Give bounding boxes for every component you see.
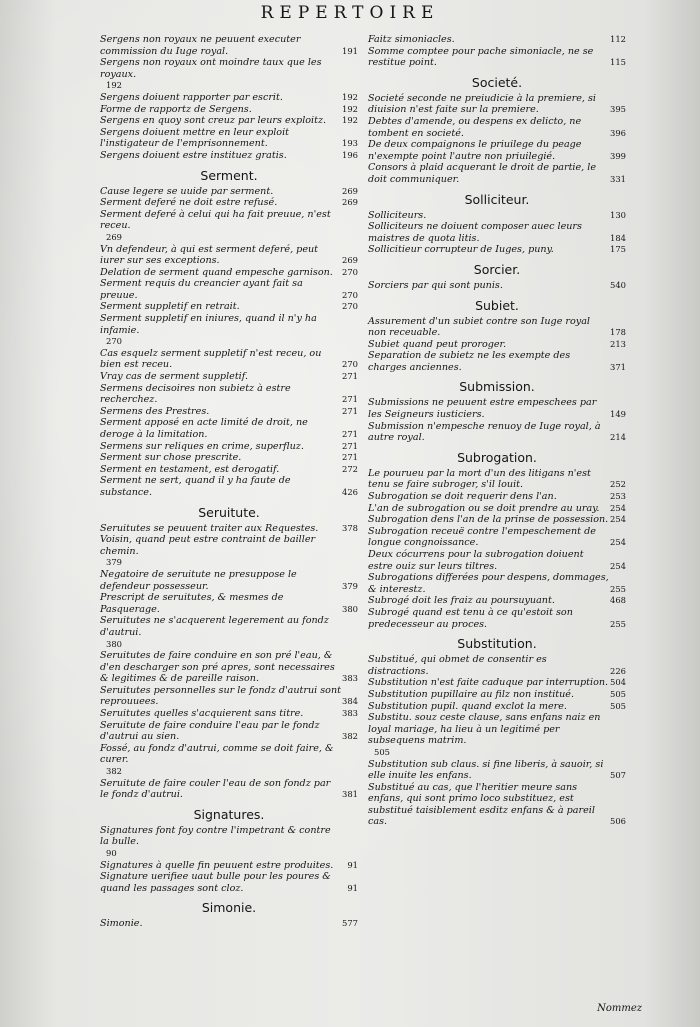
page-reference: 380 (106, 638, 122, 649)
page-reference: 384 (342, 696, 358, 707)
index-entry (100, 615, 358, 650)
page-reference: 399 (610, 150, 626, 161)
catchword: Nommez (597, 1003, 642, 1014)
section-heading: Sorcier. (473, 261, 521, 277)
index-entry (100, 569, 358, 592)
entry-text: Substitué au cas, que l'heritier meure sans enfans, qui sont primo loco substituez, est substitué taisiblement esditz enfans & à pareil cas. (368, 781, 595, 828)
index-entry (100, 417, 358, 440)
entry-text: Serment requis du creancier ayant fait sa preuue. (100, 278, 303, 301)
entry-text: Prescript de seruitutes, & mesmes de Pasquerage. (100, 592, 284, 615)
page-reference: 271 (342, 371, 358, 382)
page-reference: 331 (610, 173, 626, 184)
entry-text: Serment suppletif en iniures, quand il n'y ha infamie. (100, 313, 317, 336)
section-heading: Signatures. (193, 806, 265, 822)
entry-text: Signatures à quelle fin peuuent estre produites. (100, 859, 334, 871)
index-entry (100, 592, 358, 615)
index-entry (368, 397, 626, 420)
section-heading: Societé. (471, 74, 523, 90)
index-entry (368, 421, 626, 444)
entry-text: Delation de serment quand empesche garnison. (100, 266, 333, 278)
page-reference: 196 (342, 149, 358, 160)
index-entry (368, 34, 626, 46)
index-column-right (368, 34, 626, 828)
index-entry (368, 244, 626, 256)
page-reference: 254 (610, 560, 626, 571)
entry-text: Serment deferé ne doit estre refusé. (100, 197, 278, 209)
page-reference: 382 (342, 731, 358, 742)
page-reference: 192 (106, 80, 122, 91)
index-entry (100, 301, 358, 313)
index-entry (100, 452, 358, 464)
page-reference: 254 (610, 514, 626, 525)
entry-text: Serment apposé en acte limité de droit, ne deroge à la limitation. (100, 417, 308, 440)
page-reference: 271 (342, 429, 358, 439)
index-entry (100, 871, 358, 894)
entry-text: Seruitutes personnelles sur le fondz d'autrui sont reprouuees. (100, 684, 341, 708)
page-reference: 255 (610, 583, 626, 594)
entry-text: Subrogation receuë contre l'empeschement de longue congnoissance. (368, 525, 596, 549)
page-reference: 255 (610, 618, 626, 629)
page-reference: 507 (610, 770, 626, 781)
index-entry (368, 689, 626, 701)
index-entry (368, 782, 626, 828)
index-entry (368, 210, 626, 222)
entry-text: De deux compaignons le priuilege du peage n'exempte point l'autre non priuilegié. (368, 139, 582, 162)
index-entry (100, 441, 358, 453)
page-reference: 193 (342, 138, 358, 149)
page-reference: 130 (610, 209, 626, 220)
entry-text: Somme comptee pour pache simoniacle, ne se restitue point. (368, 45, 594, 69)
page-reference: 505 (374, 746, 390, 757)
page-reference: 269 (342, 185, 358, 196)
entry-text: Societé seconde ne preiudicie à la premiere, si diuision n'est faite sur la premiere. (368, 92, 596, 116)
page-reference: 269 (106, 231, 122, 242)
entry-text: Sermens decisoires non subietz à estre recherchez. (100, 382, 291, 406)
index-entry (100, 104, 358, 116)
page-reference: 540 (610, 279, 626, 290)
page-reference: 214 (610, 432, 626, 443)
page-reference: 91 (347, 882, 358, 893)
entry-text: Serment deferé à celui qui ha fait preuue, n'est receu. (100, 208, 331, 232)
index-entry (100, 383, 358, 406)
page-reference: 252 (610, 479, 626, 490)
page-reference: 396 (610, 127, 626, 138)
index-entry (368, 46, 626, 69)
entry-text: Submissions ne peuuent estre empeschees par les Seigneurs iusticiers. (368, 397, 597, 421)
entry-text: Sergens non royaux ne peuuent executer commission du Iuge royal. (100, 34, 301, 57)
entry-text: Le pourueu par la mort d'un des litigans n'est tenu se faire subroger, s'il louit. (368, 467, 591, 491)
index-entry (368, 468, 626, 491)
page-reference: 468 (610, 595, 626, 606)
page-reference: 270 (342, 289, 358, 300)
entry-text: Subrogé quand est tenu à ce qu'estoit son predecesseur au proces. (368, 606, 573, 630)
page-reference: 379 (106, 557, 122, 568)
entry-text: Solliciteurs ne doiuent composer auec leurs maistres de quota litis. (368, 221, 582, 244)
entry-text: Seruitutes quelles s'acquierent sans titre. (100, 708, 304, 720)
entry-text: Sergens doiuent rapporter par escrit. (100, 91, 283, 103)
page-reference: 382 (106, 766, 122, 777)
entry-text: Deux cócurrens pour la subrogation doiuent estre ouiz sur leurs tiltres. (368, 549, 584, 572)
entry-text: Serment sur chose prescrite. (100, 452, 242, 464)
entry-text: Substitution sub claus. si fine liberis, à sauoir, si elle inuite les enfans. (368, 758, 604, 782)
index-entry (100, 475, 358, 498)
page-reference: 184 (610, 232, 626, 243)
index-entry (368, 316, 626, 339)
page-reference: 269 (342, 197, 358, 208)
entry-text: Signature uerifiee uaut bulle pour les poures & quand les passages sont cloz. (100, 871, 331, 894)
entry-text: Separation de subietz ne les exempte des charges anciennes. (368, 350, 571, 373)
index-entry (100, 743, 358, 778)
page-reference: 383 (342, 673, 358, 684)
page-reference: 226 (610, 665, 626, 676)
index-entry (100, 464, 358, 476)
index-entry (100, 313, 358, 348)
page-reference: 269 (342, 255, 358, 266)
entry-text: Sergens doiuent estre instituez gratis. (100, 149, 287, 161)
page-reference: 192 (342, 115, 358, 126)
entry-text: L'an de subrogation ou se doit prendre au uray. (368, 502, 600, 514)
index-entry (100, 720, 358, 743)
page-reference: 371 (610, 361, 626, 372)
entry-text: Signatures font foy contre l'impetrant & contre la bulle. (100, 824, 331, 848)
entry-text: Vn defendeur, à qui est serment deferé, peut iurer sur ses exceptions. (100, 243, 319, 267)
entry-text: Seruitutes de faire conduire en son pré l'eau, & d'en descharger son pré apres, sont necessaires & legitimes & de pareille raison. (100, 650, 335, 685)
entry-text: Cause legere se uuide par serment. (100, 185, 274, 197)
entry-text: Sergens en quoy sont creuz par leurs exploitz. (100, 115, 327, 127)
entry-text: Forme de rapportz de Sergens. (100, 103, 252, 115)
page-reference: 270 (342, 266, 358, 277)
entry-text: Subrogation dens l'an de la prinse de possession. (368, 514, 609, 526)
entry-text: Substitué, qui obmet de consentir es distractions. (368, 654, 547, 677)
entry-text: Cas esquelz serment suppletif n'est receu, ou bien est receu. (100, 347, 322, 371)
entry-text: Serment en testament, est derogatif. (100, 463, 280, 475)
section-heading: Subiet. (475, 297, 519, 313)
index-entry (100, 244, 358, 267)
page-reference: 192 (342, 91, 358, 102)
page-reference: 112 (610, 34, 626, 44)
page-reference: 380 (342, 603, 358, 614)
index-entry (100, 115, 358, 127)
page-reference: 272 (342, 463, 358, 474)
section-heading: Submission. (459, 379, 535, 395)
index-entry (100, 348, 358, 371)
entry-text: Consors à plaid acquerant le droit de partie, le doit communiquer. (368, 162, 597, 185)
index-entry (368, 162, 626, 185)
section-heading: Subrogation. (457, 449, 537, 465)
entry-text: Subrogations differées pour despens, dommages, & interestz. (368, 572, 609, 595)
page-reference: 395 (610, 104, 626, 115)
index-entry (100, 708, 358, 720)
page-reference: 91 (347, 859, 358, 870)
index-entry (100, 778, 358, 801)
page-reference: 178 (610, 327, 626, 338)
index-entry (368, 712, 626, 758)
index-entry (368, 654, 626, 677)
index-entry (100, 127, 358, 150)
index-entry (368, 280, 626, 292)
entry-text: Subiet quand peut proroger. (368, 338, 507, 350)
page-reference: 254 (610, 537, 626, 548)
entry-text: Sollicitieur corrupteur de Iuges, puny. (368, 244, 554, 256)
entry-text: Serment ne sert, quand il y ha faute de substance. (100, 475, 291, 498)
page-reference: 254 (610, 502, 626, 513)
entry-text: Debtes d'amende, ou despens ex delicto, ne tombent en societé. (368, 115, 582, 139)
page-reference: 505 (610, 688, 626, 699)
entry-text: Simonie. (100, 918, 143, 930)
index-entry (368, 677, 626, 689)
page-reference: 191 (342, 45, 358, 56)
section-heading: Simonie. (201, 900, 257, 916)
page-reference: 426 (342, 486, 358, 497)
entry-text: Submission n'empesche renuoy de Iuge royal, à autre royal. (368, 420, 601, 444)
page-reference: 271 (342, 405, 358, 416)
page-reference: 271 (342, 394, 358, 405)
index-entry (100, 371, 358, 383)
index-entry (100, 534, 358, 569)
index-entry (100, 92, 358, 104)
index-entry (368, 221, 626, 244)
page-reference: 381 (342, 789, 358, 800)
page-reference: 505 (610, 700, 626, 711)
entry-text: Substitution n'est faite caduque par interruption. (368, 677, 609, 689)
index-entry (100, 650, 358, 685)
index-entry (100, 523, 358, 535)
index-entry (368, 93, 626, 116)
page-reference: 270 (342, 359, 358, 370)
page-reference: 149 (610, 409, 626, 420)
entry-text: Negatoire de seruitute ne presuppose le defendeur possesseur. (100, 568, 297, 592)
page-reference: 378 (342, 522, 358, 533)
entry-text: Seruitute de faire couler l'eau de son fondz par le fondz d'autrui. (100, 777, 331, 801)
page-reference: 379 (342, 580, 358, 591)
entry-text: Seruitutes se peuuent traiter aux Requestes. (100, 522, 319, 534)
index-entry (368, 759, 626, 782)
entry-text: Assurement d'un subiet contre son Iuge royal non receuable. (368, 315, 590, 339)
page-reference: 192 (342, 103, 358, 114)
page-reference: 175 (610, 244, 626, 255)
index-entry (100, 34, 358, 57)
index-entry (100, 825, 358, 860)
running-header: REPERTOIRE (260, 3, 440, 23)
entry-text: Fossé, au fondz d'autrui, comme se doit faire, & curer. (100, 742, 334, 766)
index-entry (368, 116, 626, 139)
entry-text: Sermens sur reliques en crime, superfluz. (100, 440, 304, 452)
page-reference: 213 (610, 338, 626, 349)
index-entry (368, 526, 626, 549)
index-entry (368, 572, 626, 595)
entry-text: Solliciteurs. (368, 209, 427, 221)
entry-text: Voisin, quand peut estre contraint de bailler chemin. (100, 534, 316, 557)
index-entry (100, 860, 358, 872)
index-entry (368, 549, 626, 572)
index-entry (100, 918, 358, 930)
index-entry (368, 491, 626, 503)
page-reference: 506 (610, 816, 626, 827)
entry-text: Faitz simoniacles. (368, 34, 455, 45)
index-entry (368, 514, 626, 526)
entry-text: Sermens des Prestres. (100, 405, 210, 417)
index-entry (100, 186, 358, 198)
entry-text: Serment suppletif en retrait. (100, 301, 240, 313)
index-entry (368, 139, 626, 162)
entry-text: Substitution pupillaire au filz non institué. (368, 688, 575, 700)
entry-text: Sorciers par qui sont punis. (368, 279, 503, 291)
page-reference: 270 (342, 301, 358, 312)
page-reference: 90 (106, 848, 117, 858)
entry-text: Subrogation se doit requerir dens l'an. (368, 491, 557, 503)
index-entry (100, 150, 358, 162)
index-entry (368, 503, 626, 515)
index-entry (100, 406, 358, 418)
entry-text: Seruitutes ne s'acquerent legerement au fondz d'autrui. (100, 615, 329, 638)
section-heading: Substitution. (457, 636, 537, 652)
entry-text: Substitution pupil. quand exclot la mere. (368, 700, 567, 712)
entry-text: Substitu. souz ceste clause, sans enfans naiz en loyal mariage, ha lieu à un legitimé per subsequens matrim. (368, 712, 601, 747)
page-reference: 115 (610, 57, 626, 68)
index-entry (100, 197, 358, 209)
index-entry (368, 701, 626, 713)
index-entry (100, 57, 358, 92)
index-entry (100, 267, 358, 279)
page-reference: 577 (342, 918, 358, 929)
index-column-left (100, 34, 358, 930)
index-entry (100, 685, 358, 708)
index-entry (368, 607, 626, 630)
index-entry (368, 595, 626, 607)
section-heading: Serment. (200, 167, 258, 183)
section-heading: Solliciteur. (464, 191, 530, 207)
page-reference: 271 (342, 452, 358, 463)
page-reference: 383 (342, 708, 358, 719)
index-entry (368, 339, 626, 351)
index-entry (368, 350, 626, 373)
section-heading: Seruitute. (198, 504, 260, 520)
page-reference: 504 (610, 677, 626, 688)
page-reference: 270 (106, 336, 122, 347)
page-reference: 271 (342, 440, 358, 451)
entry-text: Subrogé doit les fraiz au poursuyuant. (368, 595, 555, 607)
index-entry (100, 209, 358, 244)
entry-text: Sergens non royaux ont moindre taux que les royaux. (100, 57, 322, 80)
page-reference: 253 (610, 491, 626, 502)
entry-text: Sergens doiuent mettre en leur exploit l'instigateur de l'emprisonnement. (100, 126, 289, 150)
index-entry (100, 278, 358, 301)
entry-text: Vray cas de serment suppletif. (100, 371, 248, 383)
entry-text: Seruitute de faire conduire l'eau par le fondz d'autrui au sien. (100, 719, 320, 743)
